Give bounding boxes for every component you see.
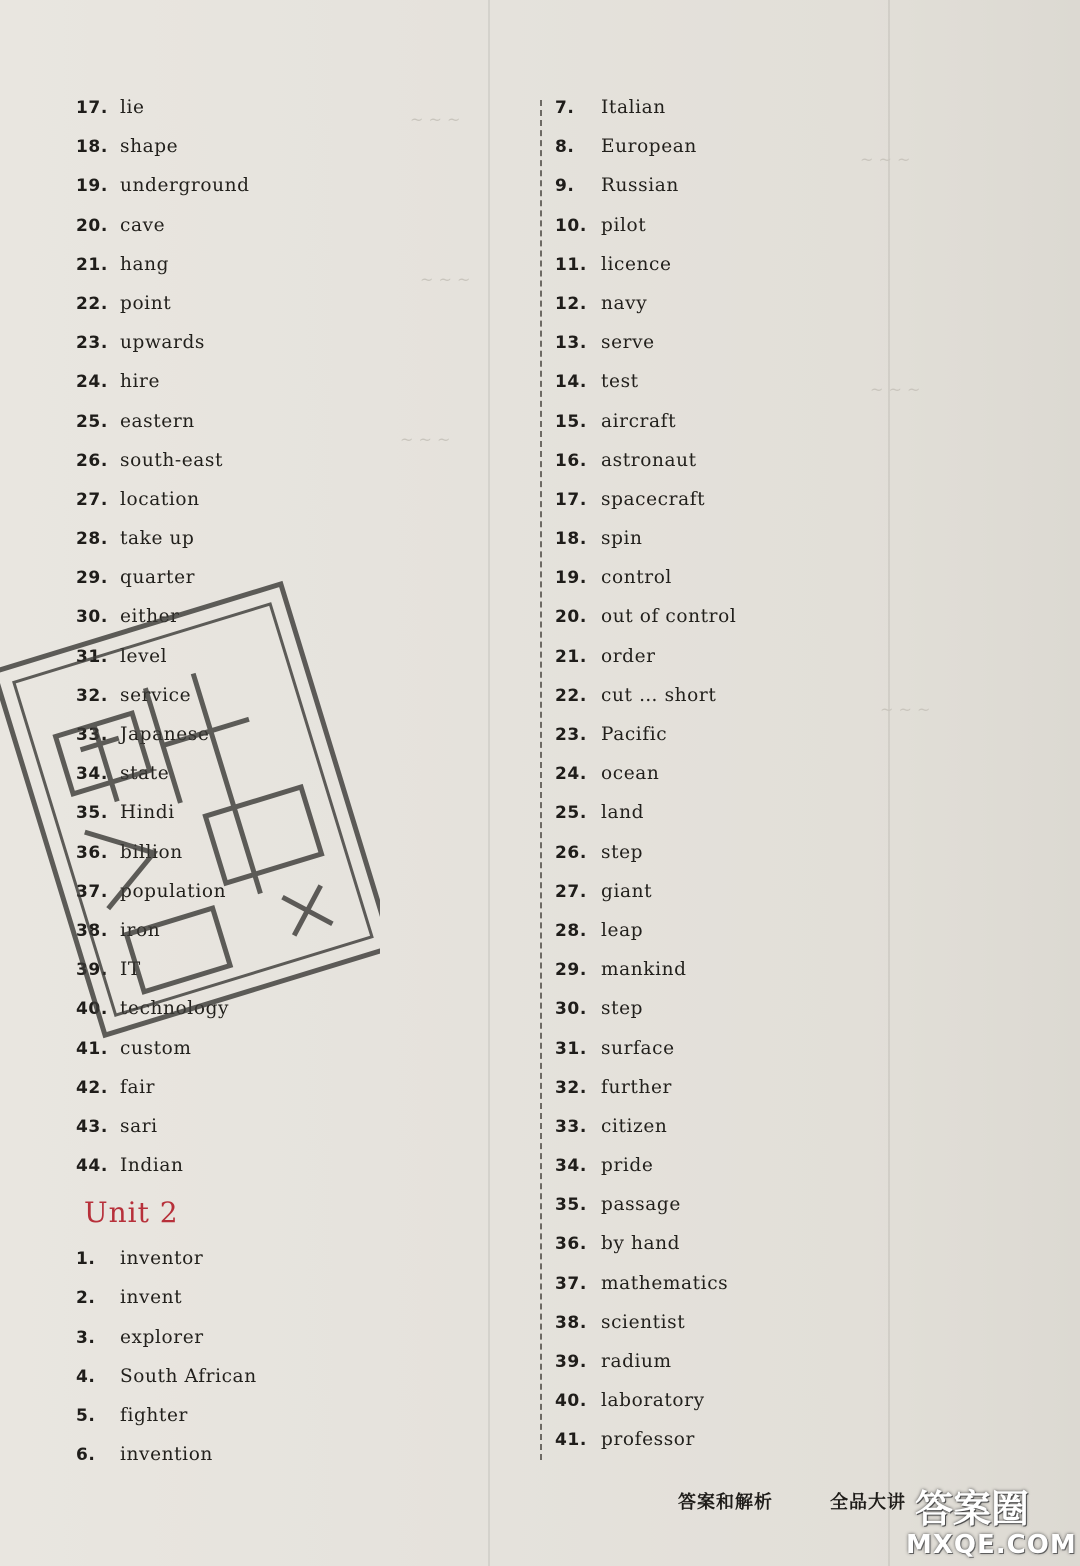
- answer-number: 24.: [555, 764, 587, 785]
- answer-number: 37.: [76, 881, 108, 902]
- answer-word: underground: [120, 175, 250, 197]
- answer-number: 20.: [76, 215, 108, 236]
- answer-number: 15.: [555, 411, 587, 432]
- column-divider: [540, 100, 542, 1460]
- answer-item: [555, 362, 875, 401]
- answer-word: eastern: [120, 410, 195, 432]
- answer-word: aircraft: [601, 410, 677, 432]
- answer-number: 32.: [76, 685, 108, 706]
- answer-word: giant: [601, 880, 653, 902]
- answer-number: 40.: [76, 999, 108, 1020]
- answer-item: [76, 872, 396, 911]
- answer-number: 26.: [555, 842, 587, 863]
- answer-word: passage: [601, 1194, 681, 1216]
- answer-item: [76, 519, 396, 558]
- answer-item: [555, 1264, 875, 1303]
- answer-word: citizen: [601, 1115, 668, 1137]
- answer-item: [555, 519, 875, 558]
- answer-word: spacecraft: [601, 488, 706, 510]
- answer-word: ocean: [601, 763, 660, 785]
- answer-number: 34.: [76, 764, 108, 785]
- answer-word: South African: [120, 1365, 257, 1387]
- answer-word: Japanese: [120, 724, 210, 745]
- answer-word: inventor: [120, 1248, 204, 1270]
- answer-number: 36.: [555, 1234, 587, 1255]
- answer-item: [555, 833, 875, 872]
- answer-word: licence: [601, 253, 672, 275]
- answer-item: [76, 245, 396, 284]
- answer-number: 18.: [76, 137, 108, 158]
- answer-number: 22.: [555, 685, 587, 706]
- answer-word: Pacific: [601, 724, 668, 745]
- answer-number: 30.: [76, 607, 108, 628]
- answer-item: [555, 715, 875, 754]
- answer-word: invent: [120, 1287, 183, 1309]
- answer-number: 6.: [76, 1445, 96, 1466]
- answer-item: [76, 1318, 396, 1357]
- answer-number: 36.: [76, 842, 108, 863]
- answer-number: 22.: [76, 293, 108, 314]
- answer-item: [76, 558, 396, 597]
- answer-item: [555, 402, 875, 441]
- answer-item: [555, 1029, 875, 1068]
- answer-item: [76, 715, 396, 754]
- answer-number: 21.: [76, 254, 108, 275]
- answer-word: state: [120, 763, 170, 785]
- answer-number: 18.: [555, 529, 587, 550]
- answer-number: 41.: [555, 1430, 587, 1451]
- answer-item: [555, 793, 875, 832]
- answer-number: 34.: [555, 1156, 587, 1177]
- answer-word: Russian: [601, 175, 679, 197]
- answer-word: population: [120, 880, 227, 902]
- answer-word: technology: [120, 998, 230, 1020]
- answer-number: 35.: [76, 803, 108, 824]
- answer-item: [76, 833, 396, 872]
- answer-word: pilot: [601, 214, 647, 236]
- answer-number: 41.: [76, 1038, 108, 1059]
- answer-word: control: [601, 567, 672, 589]
- left-answer-column: [76, 88, 396, 1474]
- answer-number: 21.: [555, 646, 587, 667]
- answer-word: order: [601, 645, 656, 667]
- right-answer-column: [555, 88, 875, 1460]
- answer-item: [555, 1146, 875, 1185]
- answer-number: 26.: [76, 450, 108, 471]
- answer-number: 12.: [555, 293, 587, 314]
- answer-word: hang: [120, 253, 170, 275]
- answer-word: hire: [120, 371, 161, 393]
- answer-word: service: [120, 684, 192, 706]
- unit-2-answer-list-continued: [555, 88, 875, 1460]
- answer-number: 42.: [76, 1077, 108, 1098]
- answer-item: [76, 597, 396, 636]
- answer-word: fair: [120, 1076, 156, 1098]
- answer-word: spin: [601, 528, 643, 550]
- answer-number: 27.: [76, 489, 108, 510]
- answer-word: either: [120, 606, 180, 628]
- answer-item: [555, 950, 875, 989]
- answer-item: [555, 754, 875, 793]
- answer-item: [76, 323, 396, 362]
- answer-word: land: [601, 802, 645, 824]
- answer-number: 13.: [555, 333, 587, 354]
- answer-number: 33.: [76, 725, 108, 745]
- answer-number: 43.: [76, 1116, 108, 1137]
- answer-item: [555, 1185, 875, 1224]
- answer-item: [555, 1107, 875, 1146]
- answer-word: south-east: [120, 449, 224, 471]
- answer-item: [76, 206, 396, 245]
- answer-word: professor: [601, 1429, 695, 1451]
- answer-number: 29.: [555, 960, 587, 981]
- answer-item: [76, 480, 396, 519]
- answer-word: quarter: [120, 567, 196, 589]
- answer-word: location: [120, 488, 200, 510]
- answer-item: [555, 1381, 875, 1420]
- answer-item: [76, 754, 396, 793]
- answer-number: 20.: [555, 607, 587, 628]
- watermark-domain: MXQE.COM: [906, 1530, 1077, 1560]
- answer-item: [555, 206, 875, 245]
- answer-word: IT: [120, 959, 141, 981]
- answer-item: [555, 872, 875, 911]
- answer-word: test: [601, 371, 639, 393]
- answer-word: scientist: [601, 1311, 686, 1333]
- answer-number: 8.: [555, 137, 575, 158]
- answer-number: 2.: [76, 1288, 96, 1309]
- answer-word: upwards: [120, 332, 206, 354]
- answer-word: shape: [120, 136, 179, 158]
- answer-item: [555, 558, 875, 597]
- answer-word: European: [601, 136, 697, 158]
- answer-number: 32.: [555, 1077, 587, 1098]
- answer-number: 40.: [555, 1391, 587, 1412]
- answer-number: 23.: [76, 333, 108, 354]
- answer-word: fighter: [120, 1405, 188, 1426]
- answer-number: 39.: [555, 1352, 587, 1372]
- answer-word: Italian: [601, 97, 666, 118]
- answer-number: 17.: [555, 489, 587, 510]
- answer-item: [555, 676, 875, 715]
- answer-item: [555, 1303, 875, 1342]
- answer-number: 28.: [76, 529, 108, 550]
- unit-2-answer-list: [76, 1239, 396, 1474]
- answer-number: 9.: [555, 176, 575, 197]
- answer-item: [76, 1029, 396, 1068]
- answer-number: 31.: [555, 1038, 587, 1059]
- answer-number: 27.: [555, 881, 587, 902]
- answer-number: 25.: [76, 411, 108, 432]
- answer-word: sari: [120, 1115, 158, 1137]
- page-fold-line: [488, 0, 490, 1566]
- answer-number: 33.: [555, 1116, 587, 1137]
- page-fold-line: [888, 0, 890, 1566]
- answer-word: further: [601, 1076, 672, 1098]
- answer-item: [555, 637, 875, 676]
- answer-word: surface: [601, 1037, 675, 1059]
- answer-item: [555, 1224, 875, 1263]
- answer-word: Indian: [120, 1155, 184, 1177]
- watermark-logo-text: 答案圈: [915, 1487, 1030, 1531]
- answer-number: 29.: [76, 568, 108, 589]
- answer-number: 38.: [76, 920, 108, 941]
- unit-1-answer-list: [76, 88, 396, 1185]
- answer-number: 14.: [555, 372, 587, 393]
- answer-item: [76, 362, 396, 401]
- answer-item: [555, 989, 875, 1028]
- answer-word: Hindi: [120, 802, 175, 824]
- answer-item: [555, 245, 875, 284]
- answer-number: 24.: [76, 372, 108, 393]
- answer-item: [555, 284, 875, 323]
- answer-item: [76, 1239, 396, 1278]
- answer-word: navy: [601, 292, 648, 314]
- answer-item: [555, 1342, 875, 1381]
- answer-word: custom: [120, 1037, 192, 1059]
- answer-word: by hand: [601, 1233, 681, 1255]
- answer-item: [76, 676, 396, 715]
- answer-number: 16.: [555, 450, 587, 471]
- answer-item: [76, 1435, 396, 1474]
- answer-word: cave: [120, 214, 166, 236]
- answer-number: 11.: [555, 254, 587, 275]
- answer-number: 10.: [555, 215, 587, 236]
- answer-number: 17.: [76, 98, 108, 118]
- answer-number: 31.: [76, 646, 108, 667]
- answer-item: [76, 989, 396, 1028]
- answer-number: 3.: [76, 1327, 96, 1348]
- answer-word: billion: [120, 841, 183, 863]
- answer-item: [76, 950, 396, 989]
- footer-answers-label: 答案和解析: [678, 1492, 773, 1513]
- answer-item: [555, 480, 875, 519]
- answer-item: [555, 597, 875, 636]
- answer-item: [555, 323, 875, 362]
- answer-number: 7.: [555, 98, 575, 118]
- answer-item: [76, 1396, 396, 1435]
- answer-word: point: [120, 292, 172, 314]
- answer-item: [76, 88, 396, 127]
- answer-number: 25.: [555, 803, 587, 824]
- answer-item: [555, 1420, 875, 1459]
- answer-word: cut … short: [601, 684, 717, 706]
- answer-item: [76, 911, 396, 950]
- answer-word: step: [601, 998, 644, 1020]
- answer-word: take up: [120, 528, 195, 550]
- answer-item: [555, 911, 875, 950]
- answer-word: lie: [120, 97, 145, 118]
- answer-number: 35.: [555, 1195, 587, 1216]
- answer-item: [76, 793, 396, 832]
- answer-item: [555, 166, 875, 205]
- answer-number: 4.: [76, 1366, 96, 1387]
- answer-word: radium: [601, 1351, 672, 1372]
- answer-word: mankind: [601, 959, 687, 981]
- answer-word: leap: [601, 919, 644, 941]
- answer-item: [555, 1068, 875, 1107]
- answer-word: pride: [601, 1155, 654, 1177]
- answer-item: [76, 166, 396, 205]
- answer-number: 30.: [555, 999, 587, 1020]
- answer-number: 23.: [555, 725, 587, 745]
- answer-number: 37.: [555, 1273, 587, 1294]
- answer-number: 38.: [555, 1312, 587, 1333]
- answer-word: explorer: [120, 1326, 204, 1348]
- answer-word: invention: [120, 1444, 213, 1466]
- answer-number: 19.: [76, 176, 108, 197]
- answer-word: out of control: [601, 606, 737, 628]
- answer-number: 28.: [555, 920, 587, 941]
- answer-word: level: [120, 645, 168, 667]
- answer-number: 44.: [76, 1156, 108, 1177]
- answer-item: [76, 127, 396, 166]
- answer-item: [555, 441, 875, 480]
- answer-item: [76, 402, 396, 441]
- unit-2-heading: Unit 2: [84, 1196, 179, 1230]
- answer-number: 5.: [76, 1406, 96, 1426]
- answer-item: [76, 637, 396, 676]
- answer-item: [76, 1068, 396, 1107]
- answer-word: laboratory: [601, 1390, 705, 1412]
- answer-word: iron: [120, 919, 161, 941]
- answer-item: [555, 88, 875, 127]
- footer-book-title: 全品大讲: [830, 1492, 906, 1513]
- answer-item: [555, 127, 875, 166]
- answer-item: [76, 1357, 396, 1396]
- answer-item: [76, 1107, 396, 1146]
- answer-item: [76, 284, 396, 323]
- answer-word: step: [601, 841, 644, 863]
- answer-number: 1.: [76, 1249, 96, 1270]
- answer-word: mathematics: [601, 1272, 729, 1294]
- answer-word: astronaut: [601, 449, 697, 471]
- answer-number: 19.: [555, 568, 587, 589]
- answer-item: [76, 441, 396, 480]
- answer-item: [76, 1278, 396, 1317]
- answer-word: serve: [601, 332, 655, 354]
- answer-number: 39.: [76, 960, 108, 981]
- answer-item: [76, 1146, 396, 1185]
